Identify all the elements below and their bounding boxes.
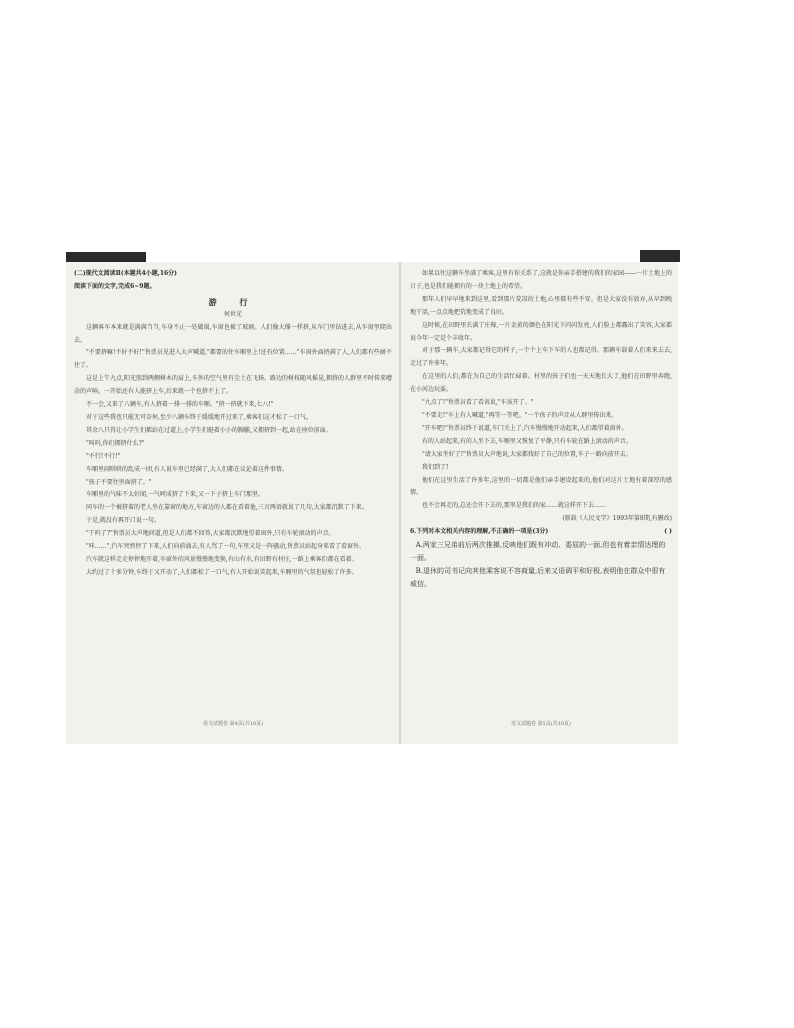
right-page-footer: 语文试题卷 第5页(共10页) [510, 721, 572, 727]
paragraph: 车厢里的气味不太好闻,一气呵成挤了下来,又一下子挤上车门那里。 [86, 491, 264, 499]
paragraph: 大约过了十多分钟,车终于又开动了,人们都松了一口气,有人开始说笑起来,车厢里的气氛也轻松了许多。 [86, 568, 358, 576]
right-page [410, 268, 672, 734]
paragraph: "开车吧!"售票员终于说道,车门关上了,汽车慢慢地开动起来,人们都望着窗外。 [422, 424, 628, 432]
section-header: (二)现代文阅读Ⅱ(本题共4小题,16分) [74, 270, 178, 277]
question-text: 6.下列对本文相关内容的理解,不正确的一项是(3分) [410, 528, 549, 536]
paragraph: 在这里的人们,都在为自己的生活忙碌着。村里的孩子们也一天天地长大了,他们在田野里奔跑,在小河边玩耍。 [410, 373, 672, 394]
paragraph: "不要挤嘛!不好不好!"售票员见进入大声喊道,"都要的往车厢里上!还有位置……"车窗外面挤满了人,人们都有些耐不住了。 [74, 349, 392, 370]
instruction: 阅读下面的文字,完成6~9题。 [74, 282, 156, 290]
left-article-body [74, 322, 392, 580]
right-article-body [410, 268, 672, 513]
paragraph: 这是上午九点,阳光照到两侧树木的肩上,车外的空气里有尘土在飞扬。路边的树枝随风摇晃,拥挤的人群里不时传来嘈杂的声响。一开始还有人能挤上车,后来就一个也挤不上了。 [74, 375, 392, 396]
paragraph: 那年人们早早地来到这里,看到那片荒凉的土地,心里都有些不安。但是大家没有放弃,从早到晚地干活,一点点地把荒地变成了良田。 [410, 295, 672, 316]
paragraph: 这时候,在田野里长满了庄稼,一片金黄的颜色在阳光下闪闪发亮,人们脸上都露出了笑容,大家都说今年一定是个丰收年。 [410, 321, 672, 342]
paragraph: 也不会再走的,总还会开下去的,那里是我们的家……就这样开下去…… [422, 502, 606, 510]
paragraph: "不行!不行!" [86, 452, 121, 460]
paragraph: 不一会,又来了八辆车,有人挤着一排一排的车厢。"挤一挤就下来,七八!" [86, 401, 274, 409]
answer-bracket: ( ) [664, 528, 672, 536]
scan-edge-shadow-right [640, 250, 680, 262]
paragraph: "孩子不要往里面挤了。" [86, 478, 152, 486]
paragraph: 对于那一辆车,大家都记得它的样子,一个个上车下车的人也都记得。那辆车载着人们来来去去,走过了许多年。 [410, 347, 672, 368]
paragraph: 这辆客车本来就是满满当当,车身不止一处破损,车窗也被了玻璃。人们像大撑一样挤,从车门里钻进去,从车窗里爬出去。 [74, 323, 392, 344]
paragraph: 如果以往这辆车坐满了乘客,这里有你关系了,这就是你亲手搭建的我们的家园——一片土地上的日子,也是我们能拥有的一块土地上的希望。 [410, 270, 672, 290]
article-source: (原载《人民文学》1993年第8期,有删改) [562, 515, 672, 523]
left-page [74, 268, 392, 734]
question-options [410, 539, 672, 591]
paragraph: "不要走!"车上有人喊道,"再等一等吧。"一个孩子的声音从人群里传出来。 [422, 411, 618, 419]
answer-option: B.退休的司书记向其他乘客说不容商量,后来又语调平和好极,表明他在群众中很有威信。 [410, 566, 666, 588]
paragraph: 他们在这里生活了许多年,这里的一切都是他们亲手建设起来的,他们对这片土地有着深厚的感情。 [410, 476, 672, 497]
paragraph: "请大家坐好了!"售票员大声地说,大家都找好了自己的位置,车子一路向前开去。 [422, 450, 632, 458]
paragraph: 对于这些我也只能无可奈何,至少八辆车终于缓缓地开过来了,乘客们这才松了一口气。 [86, 413, 312, 421]
article-title: 游 行 [208, 296, 258, 307]
paragraph: 其余八只得让小学生们都站在过道上,小学生们挺着小小的胸脯,又拥挤到一起,站在座位前面。 [86, 426, 332, 434]
paragraph: "干吗了?"售票员大声地问道,但是人们都不回答,大家都沉默地望着窗外,只有车轮滚动的声音。 [86, 530, 335, 538]
page-fold [399, 262, 401, 744]
paragraph: 有的人站起来,有的人坐下去,车厢里又恢复了平静,只有车轮在路上滚动的声音。 [422, 437, 632, 445]
question-head [410, 526, 672, 539]
paragraph: 于是,就没有再开口说一句。 [86, 517, 160, 525]
paragraph: "咔……",汽车突然停了下来,人们向前涌去,有人骂了一句,车里又是一阵骚动,售票员站起身来看了看窗外。 [86, 543, 366, 551]
left-page-footer: 语文试题卷 第4页(共10页) [202, 721, 264, 727]
paragraph: 汽车就这样走走停停地开着,车窗外的风景慢慢地变换,有山有水,有田野有村庄,一路上乘客们都在看着。 [86, 555, 358, 563]
paragraph: 我们到了! [422, 463, 449, 471]
paragraph: 车厢里闹哄哄的乱成一团,有人说车里已经满了,大人们都在议论着这件事情。 [86, 465, 288, 473]
paragraph: "叫吗,你们拥挤什么?" [86, 439, 145, 447]
answer-option: A.两家三兄弟前后两次推搡,反映他们既有冲动、委屈的一面,但也有着亲情达理的一面。 [410, 541, 666, 562]
article-author: 何世光 [223, 310, 242, 318]
paragraph: "九点了!"售票员看了看表说,"车该开了。" [422, 399, 534, 407]
paragraph: 同车的一个被挤着的老人坐在靠窗的地方,车窗边的人都在看着他,三言两语就说了几句,大家都沉默了下来。 [86, 504, 368, 512]
